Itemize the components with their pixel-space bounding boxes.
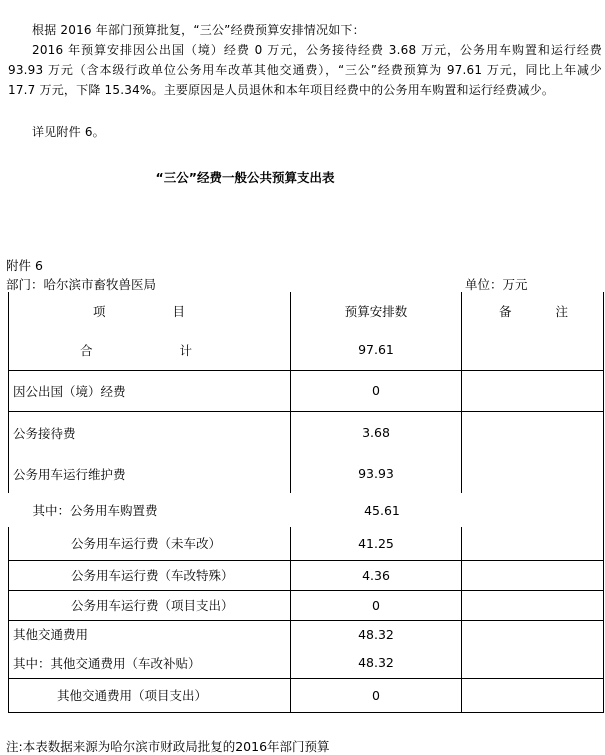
total-value: 97.61 bbox=[291, 330, 462, 370]
row-note bbox=[462, 590, 604, 620]
table-title: “三公”经费一般公共预算支出表 bbox=[155, 170, 335, 185]
total-label-cell bbox=[9, 330, 291, 370]
table-row bbox=[9, 493, 604, 527]
row-value: 3.68 bbox=[291, 411, 462, 454]
row-label: 公务用车运行费（项目支出） bbox=[9, 590, 291, 620]
header-item-char-b: 目 bbox=[172, 304, 185, 319]
department-label: 部门：哈尔滨市畜牧兽医局 bbox=[6, 277, 157, 292]
table-row bbox=[9, 648, 604, 678]
row-label: 公务用车运行费（未车改） bbox=[9, 527, 291, 560]
row-note bbox=[462, 678, 604, 712]
attachment-label: 附件 6 bbox=[6, 258, 43, 273]
header-item-char-a: 项 bbox=[93, 304, 106, 319]
row-note bbox=[462, 527, 604, 560]
row-label: 其中：其他交通费用（车改补贴） bbox=[9, 648, 291, 678]
row-label: 公务接待费 bbox=[9, 411, 291, 454]
row-value: 93.93 bbox=[291, 454, 462, 493]
total-note bbox=[462, 330, 604, 370]
row-note bbox=[462, 454, 604, 493]
row-label: 其他交通费用 bbox=[9, 620, 291, 648]
row-note bbox=[462, 411, 604, 454]
row-label: 其中：公务用车购置费 bbox=[32, 503, 158, 518]
row-value: 48.32 bbox=[291, 648, 462, 678]
row-label: 其他交通费用（项目支出） bbox=[9, 678, 291, 712]
total-row bbox=[9, 330, 604, 370]
total-label-char-a: 合 bbox=[80, 342, 93, 358]
row-note bbox=[462, 493, 604, 527]
row-value: 0 bbox=[291, 590, 462, 620]
row-note bbox=[462, 620, 604, 648]
row-value: 4.36 bbox=[291, 560, 462, 590]
reference-paragraph: 详见附件 6。 bbox=[32, 125, 105, 139]
row-value: 45.61 bbox=[364, 502, 400, 518]
row-value: 41.25 bbox=[291, 527, 462, 560]
header-note-char-b: 注 bbox=[555, 304, 568, 319]
header-note-char-a: 备 bbox=[499, 304, 512, 319]
row-note bbox=[462, 560, 604, 590]
row-value: 0 bbox=[291, 678, 462, 712]
row-note bbox=[462, 370, 604, 411]
row-note bbox=[462, 648, 604, 678]
table-row bbox=[9, 411, 604, 454]
row-value: 48.32 bbox=[291, 620, 462, 648]
table-row bbox=[9, 370, 604, 411]
footnote: 注:本表数据来源为哈尔滨市财政局批复的2016年部门预算 bbox=[6, 739, 330, 754]
total-label-char-b: 计 bbox=[179, 342, 192, 358]
header-amount: 预算安排数 bbox=[291, 292, 462, 330]
table-row bbox=[9, 527, 604, 560]
table-header-row bbox=[9, 292, 604, 330]
budget-table bbox=[8, 292, 604, 713]
intro-paragraph: 根据 2016 年部门预算批复，“三公”经费预算安排情况如下： bbox=[32, 23, 365, 37]
summary-paragraph: 2016 年预算安排因公出国（境）经费 0 万元，公务接待经费 3.68 万元，公务用车购置和运行经费 93.93 万元（含本级行政单位公务用车改革其他交通费），“三公”经费预算为 97.61 万元，同比上年减少 17.7 万元，下降 15.34%。主要原因是人员退休和本年项目经费中的公务用车购置和运行经费减少。 bbox=[8, 43, 602, 97]
unit-label: 单位：万元 bbox=[465, 277, 528, 292]
table-row bbox=[9, 678, 604, 712]
table-row bbox=[9, 620, 604, 648]
table-row bbox=[9, 454, 604, 493]
row-label: 公务用车运行维护费 bbox=[9, 454, 291, 493]
table-row bbox=[9, 590, 604, 620]
row-label: 公务用车运行费（车改特殊） bbox=[9, 560, 291, 590]
table-row bbox=[9, 560, 604, 590]
header-item-cell bbox=[9, 292, 291, 330]
header-note-cell bbox=[462, 292, 604, 330]
row-label: 因公出国（境）经费 bbox=[9, 370, 291, 411]
row-value: 0 bbox=[291, 370, 462, 411]
